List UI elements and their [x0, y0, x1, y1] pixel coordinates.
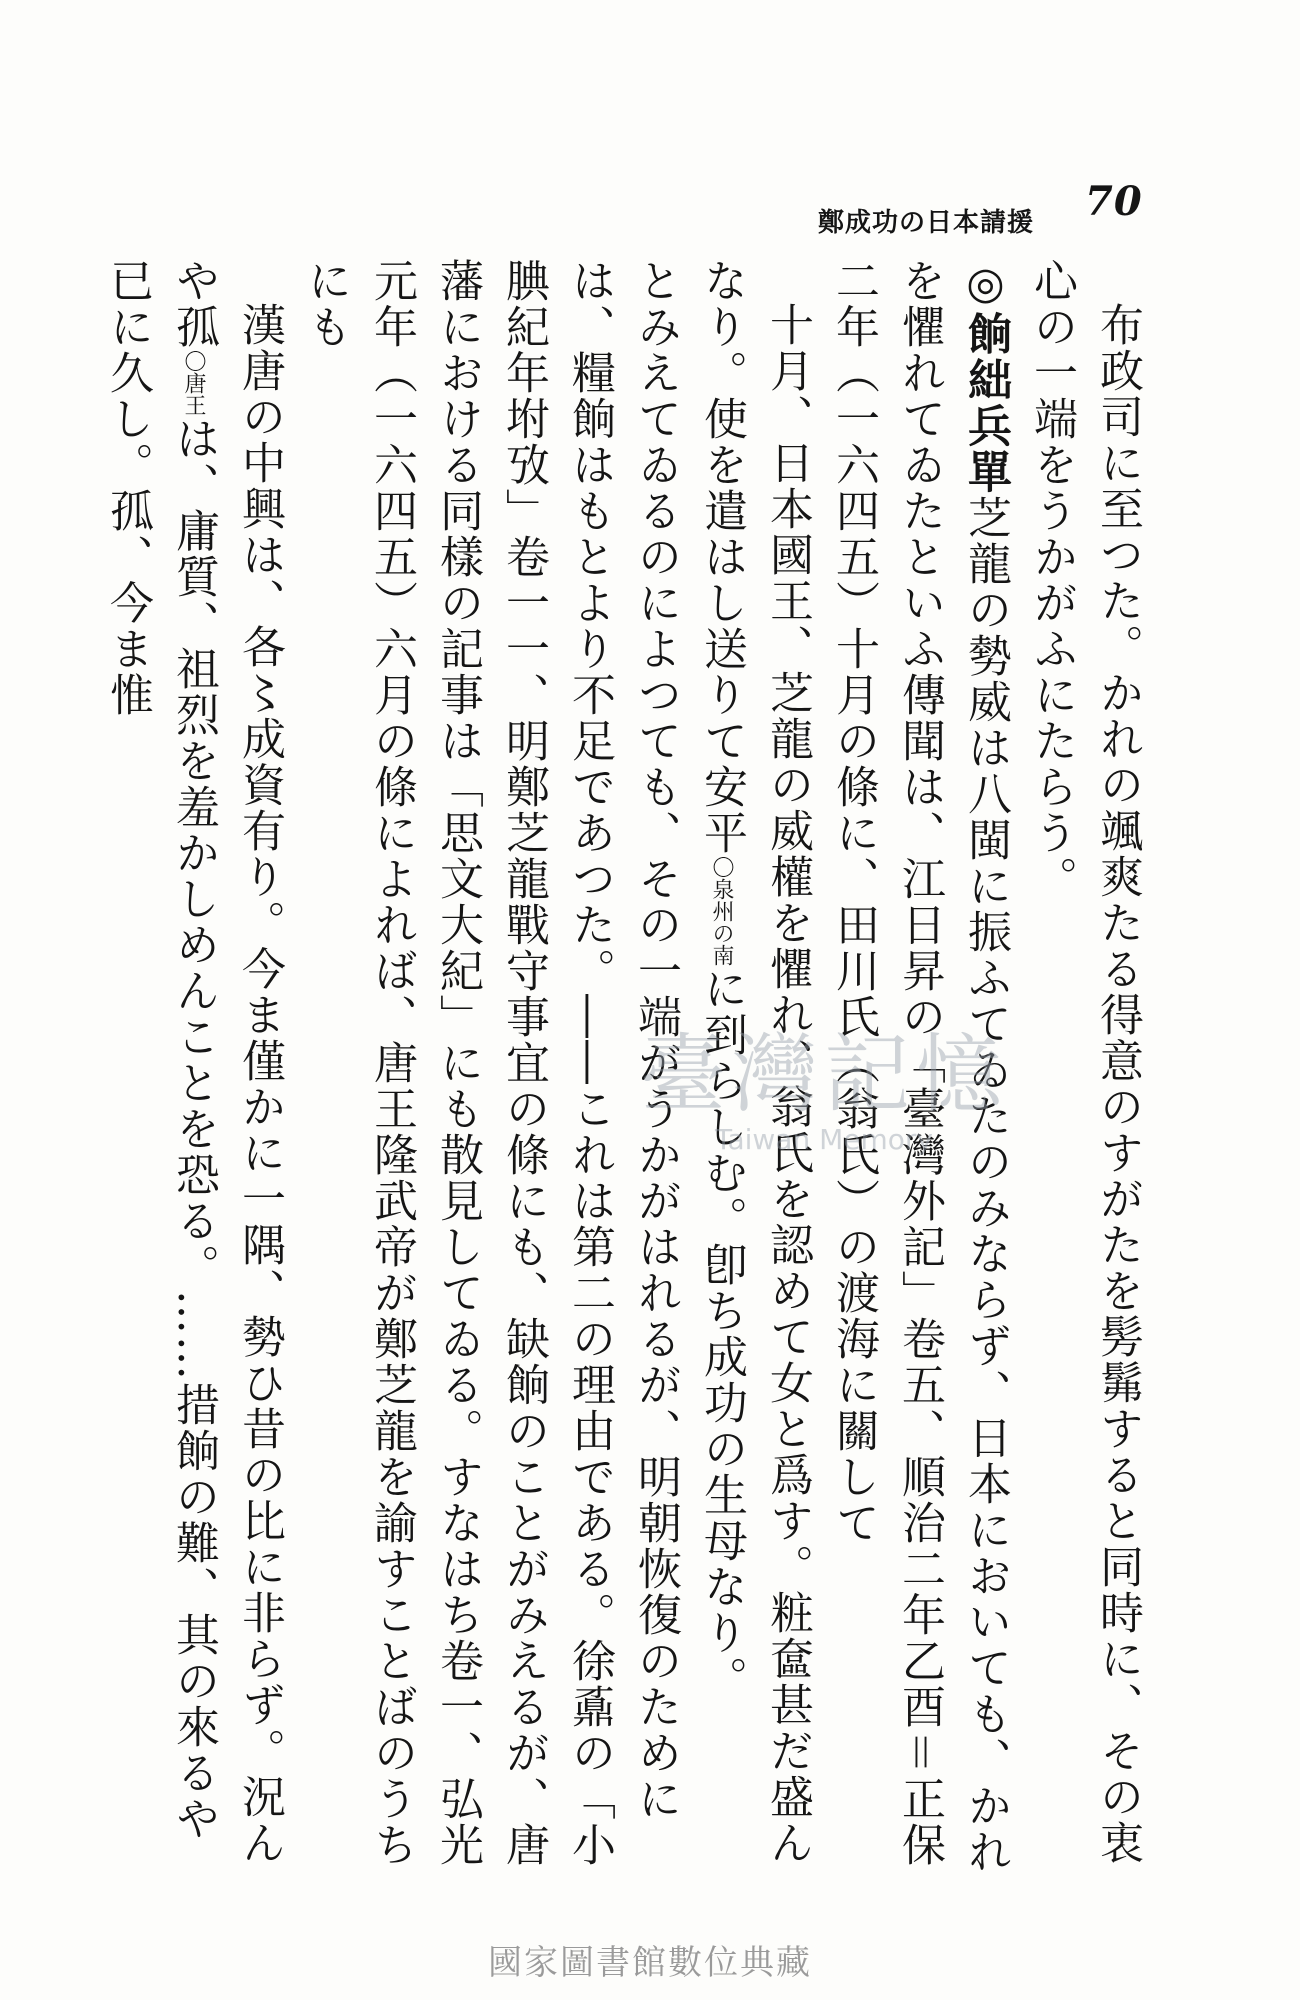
quotation-1-text-b: に到らしむ。卽ち成功の生母なり。: [696, 966, 747, 1702]
paragraph-2: [820, 258, 1018, 1878]
watermark-chinese: 臺灣記憶: [640, 1025, 1008, 1125]
footer-collection-label: 國家圖書館數位典藏: [488, 1943, 812, 1983]
quotation-2-text-b: は、庸質、祖烈を羞かしめんことを恐る。……措餉の難、其の來るや已に久し。孤、今ま惟: [102, 258, 219, 1842]
running-head: 鄭成功の日本請援: [818, 208, 1035, 238]
quotation-1-note: 〇泉州の南: [709, 856, 734, 966]
quotation-1: [688, 258, 820, 1878]
page-number: 70: [1085, 178, 1143, 225]
paragraph-1: 布政司に至つた。かれの颯爽たる得意のすがたを髣髴すると同時に、その衷心の一端をうかがふにたらう。: [1026, 258, 1143, 1866]
quotation-1-text-a: 十月、日本國王、芝龍の威權を懼れ、翁氏を認めて女と爲す。粧奩甚だ盛んなり。使を遣はし送りて安平: [696, 258, 813, 1866]
paragraph-2-text: 芝龍の勢威は八閩に振ふてゐたのみならず、日本においても、かれを懼れてゐたといふ傳聞は、江日昇の「臺灣外記」卷五、順治二年乙酉＝正保二年（一六四五）十月の條に、田川氏（翁氏）の渡海に關して: [828, 258, 1011, 1875]
quotation-2-note: 〇唐王: [181, 350, 206, 416]
quotation-2: [94, 258, 292, 1878]
paragraph-3: とみえてゐるのによつても、その一端がうかがはれるが、明朝恢復のためには、糧餉はもとより不足であつた。――これは第二の理由である。徐鼒の「小腆紀年坿攷」卷一一、明鄭芝龍戰守事宜の條にも、缺餉のことがみえるが、唐藩における同樣の記事は「思文大紀」にも散見してゐる。すなはち卷一、弘光元年（一六四五）六月の條によれば、唐王隆武帝が鄭芝龍を諭すことばのうちにも: [300, 258, 681, 1868]
section-heading: ◎餉絀兵單: [960, 258, 1011, 495]
watermark-english: Taiwan Memory: [715, 1123, 933, 1156]
body-text: [102, 258, 1150, 1878]
quotation-2-text-a: 漢唐の中興は、各〻成資有り。今ま僅かに一隅、勢ひ昔の比に非らず。況んや孤: [168, 258, 285, 1866]
